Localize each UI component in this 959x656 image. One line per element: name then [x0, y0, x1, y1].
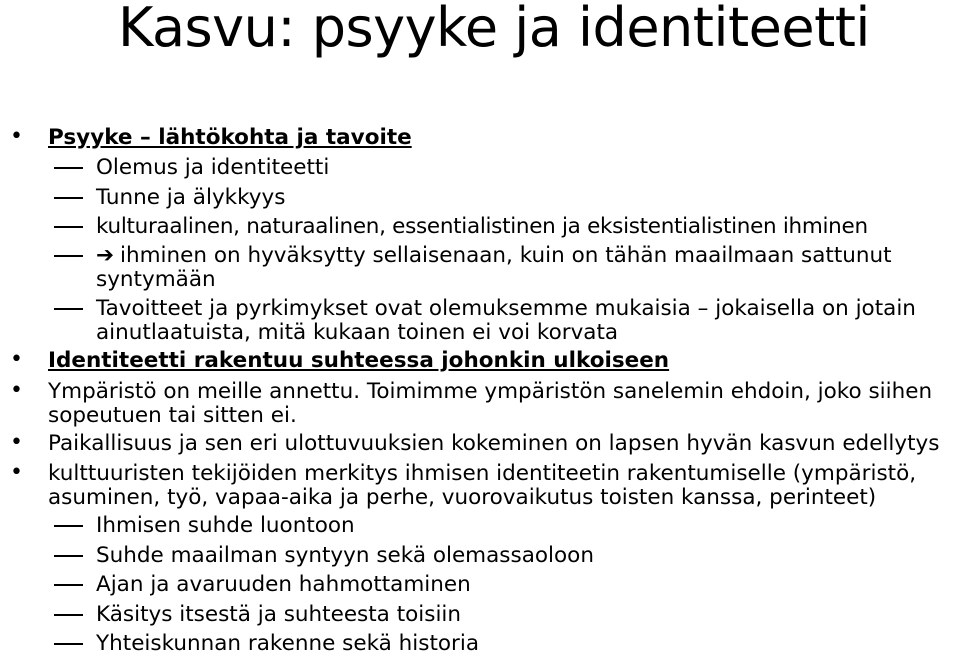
bullet-heading: Identiteetti rakentuu suhteessa johonkin ulkoiseen — [48, 348, 670, 373]
bullet-item — [10, 378, 933, 428]
sub-item-text: kulturaalinen, naturaalinen, essentialistinen ja eksistentialistinen ihminen — [96, 214, 868, 239]
bullet-dot: • — [10, 378, 23, 403]
dash-marker — [54, 555, 83, 557]
dash-marker — [54, 614, 83, 616]
sub-item-text: ainutlaatuista, mitä kukaan toinen ei voi korvata — [96, 320, 619, 345]
dash-marker — [54, 643, 83, 645]
sub-item — [96, 156, 329, 180]
sub-item — [96, 603, 461, 627]
sub-item-text: syntymään — [96, 267, 216, 292]
bullet-text: sopeutuen tai sitten ei. — [48, 403, 297, 428]
bullet-heading: Psyyke – lähtökohta ja tavoite — [48, 125, 412, 150]
sub-item-text: Ajan ja avaruuden hahmottaminen — [96, 572, 471, 597]
sub-item — [96, 244, 892, 292]
bullet-text: Paikallisuus ja sen eri ulottuvuuksien kokeminen on lapsen hyvän kasvun edellytys — [48, 431, 940, 456]
bullet-item — [10, 124, 412, 150]
sub-item-text: Ihmisen suhde luontoon — [96, 513, 355, 538]
sub-item — [96, 632, 479, 656]
sub-item — [96, 215, 868, 239]
sub-item-text: Tunne ja älykkyys — [96, 185, 286, 210]
bullet-text: asuminen, työ, vapaa-aika ja perhe, vuorovaikutus toisten kanssa, perinteet) — [48, 485, 877, 510]
sub-item-text-block — [96, 244, 892, 268]
slide-title: Kasvu: psyyke ja identiteetti — [118, 0, 870, 59]
bullet-dot: • — [10, 460, 23, 485]
bullet-item — [10, 347, 670, 373]
dash-marker — [54, 226, 83, 228]
dash-marker — [54, 525, 83, 527]
sub-item-text: Yhteiskunnan rakenne sekä historia — [96, 631, 480, 656]
sub-item-text: Käsitys itsestä ja suhteesta toisiin — [96, 602, 462, 627]
sub-item-text: Tavoitteet ja pyrkimykset ovat olemuksemme mukaisia – jokaisella on jotain — [96, 296, 916, 321]
bullet-dot: • — [10, 430, 23, 455]
bullet-item — [10, 430, 940, 456]
dash-marker — [54, 584, 83, 586]
dash-marker — [54, 255, 83, 257]
dash-marker — [54, 308, 83, 310]
bullet-text: Ympäristö on meille annettu. Toimimme ympäristön sanelemin ehdoin, joko siihen — [48, 379, 933, 404]
arrow-icon: ➔ — [96, 243, 115, 268]
sub-item-text: Suhde maailman syntyyn sekä olemassaoloon — [96, 543, 594, 568]
sub-item — [96, 297, 916, 345]
sub-item — [96, 573, 471, 597]
sub-item — [96, 186, 285, 210]
dash-marker — [54, 167, 83, 169]
sub-item — [96, 544, 594, 568]
bullet-dot: • — [10, 347, 23, 372]
sub-item-text: ihminen on hyväksytty sellaisenaan, kuin on tähän maailmaan sattunut — [120, 243, 892, 268]
dash-marker — [54, 197, 83, 199]
bullet-dot: • — [10, 124, 23, 149]
bullet-item — [10, 460, 917, 510]
sub-item-text: Olemus ja identiteetti — [96, 155, 330, 180]
sub-item — [96, 514, 355, 538]
bullet-text: kulttuuristen tekijöiden merkitys ihmisen identiteetin rakentumiselle (ympäristö, — [48, 461, 917, 486]
